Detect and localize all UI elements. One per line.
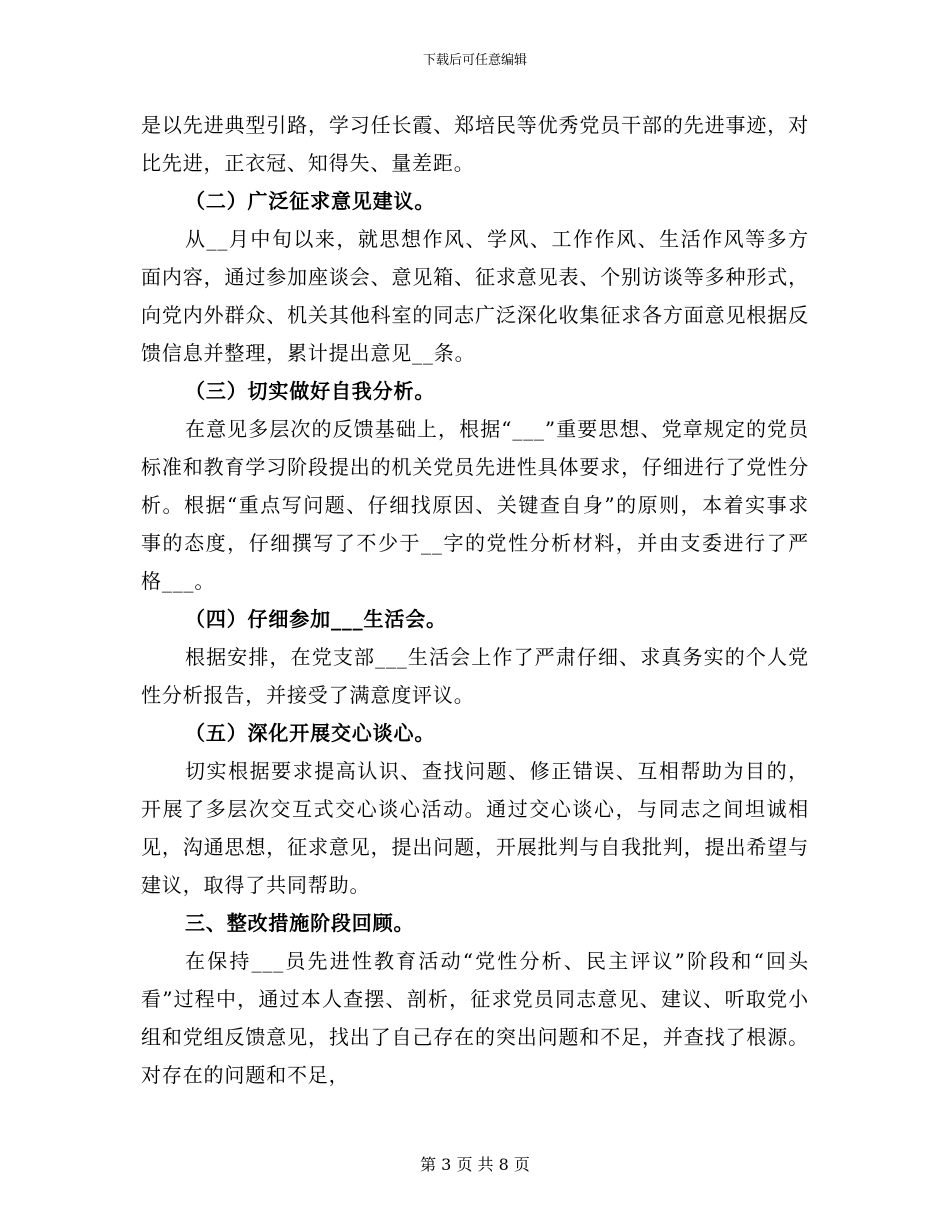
paragraph-rectification: 在保持___员先进性教育活动“党性分析、民主评议”阶段和“回头看”过程中，通过本人查摆、剖析，征求党员同志意见、建议、听取党小组和党组反馈意见，找出了自己存在的突出问题和不足，并查找了根源。对存在的问题和不足， bbox=[141, 949, 809, 1087]
paragraph-opinions: 从__月中旬以来，就思想作风、学风、工作作风、生活作风等多方面内容，通过参加座谈会、意见箱、征求意见表、个别访谈等多种形式，向党内外群众、机关其他科室的同志广泛深化收集征求各方面意见根据反馈信息并整理，累计提出意见__条。 bbox=[141, 227, 809, 365]
section-heading-4: （四）仔细参加___生活会。 bbox=[185, 607, 447, 631]
document-body bbox=[141, 106, 809, 1094]
section-heading-2: （二）广泛征求意见建议。 bbox=[185, 189, 436, 213]
chapter-heading-3: 三、整改措施阶段回顾。 bbox=[185, 911, 415, 935]
page-header: 下载后可任意编辑 bbox=[422, 53, 527, 68]
paragraph-self-analysis: 在意见多层次的反馈基础上，根据“___”重要思想、党章规定的党员标准和教育学习阶段提出的机关党员先进性具体要求，仔细进行了党性分析。根据“重点写问题、仔细找原因、关键查自身”的原则，本着实事求事的态度，仔细撰写了不少于__字的党性分析材料，并由支委进行了严格___。 bbox=[141, 417, 809, 593]
section-heading-3: （三）切实做好自我分析。 bbox=[185, 379, 436, 403]
section-heading-5: （五）深化开展交心谈心。 bbox=[185, 721, 436, 745]
page-number: 第 3 页 共 8 页 bbox=[420, 1155, 530, 1174]
paragraph-meeting: 根据安排，在党支部___生活会上作了严肃仔细、求真务实的个人党性分析报告，并接受了满意度评议。 bbox=[141, 645, 809, 707]
paragraph-continuation: 是以先进典型引路，学习任长霞、郑培民等优秀党员干部的先进事迹，对比先进，正衣冠、知得失、量差距。 bbox=[141, 113, 809, 175]
paragraph-heart-talk: 切实根据要求提高认识、查找问题、修正错误、互相帮助为目的，开展了多层次交互式交心谈心活动。通过交心谈心，与同志之间坦诚相见，沟通思想，征求意见，提出问题，开展批判与自我批判，提出希望与建议，取得了共同帮助。 bbox=[141, 759, 809, 897]
